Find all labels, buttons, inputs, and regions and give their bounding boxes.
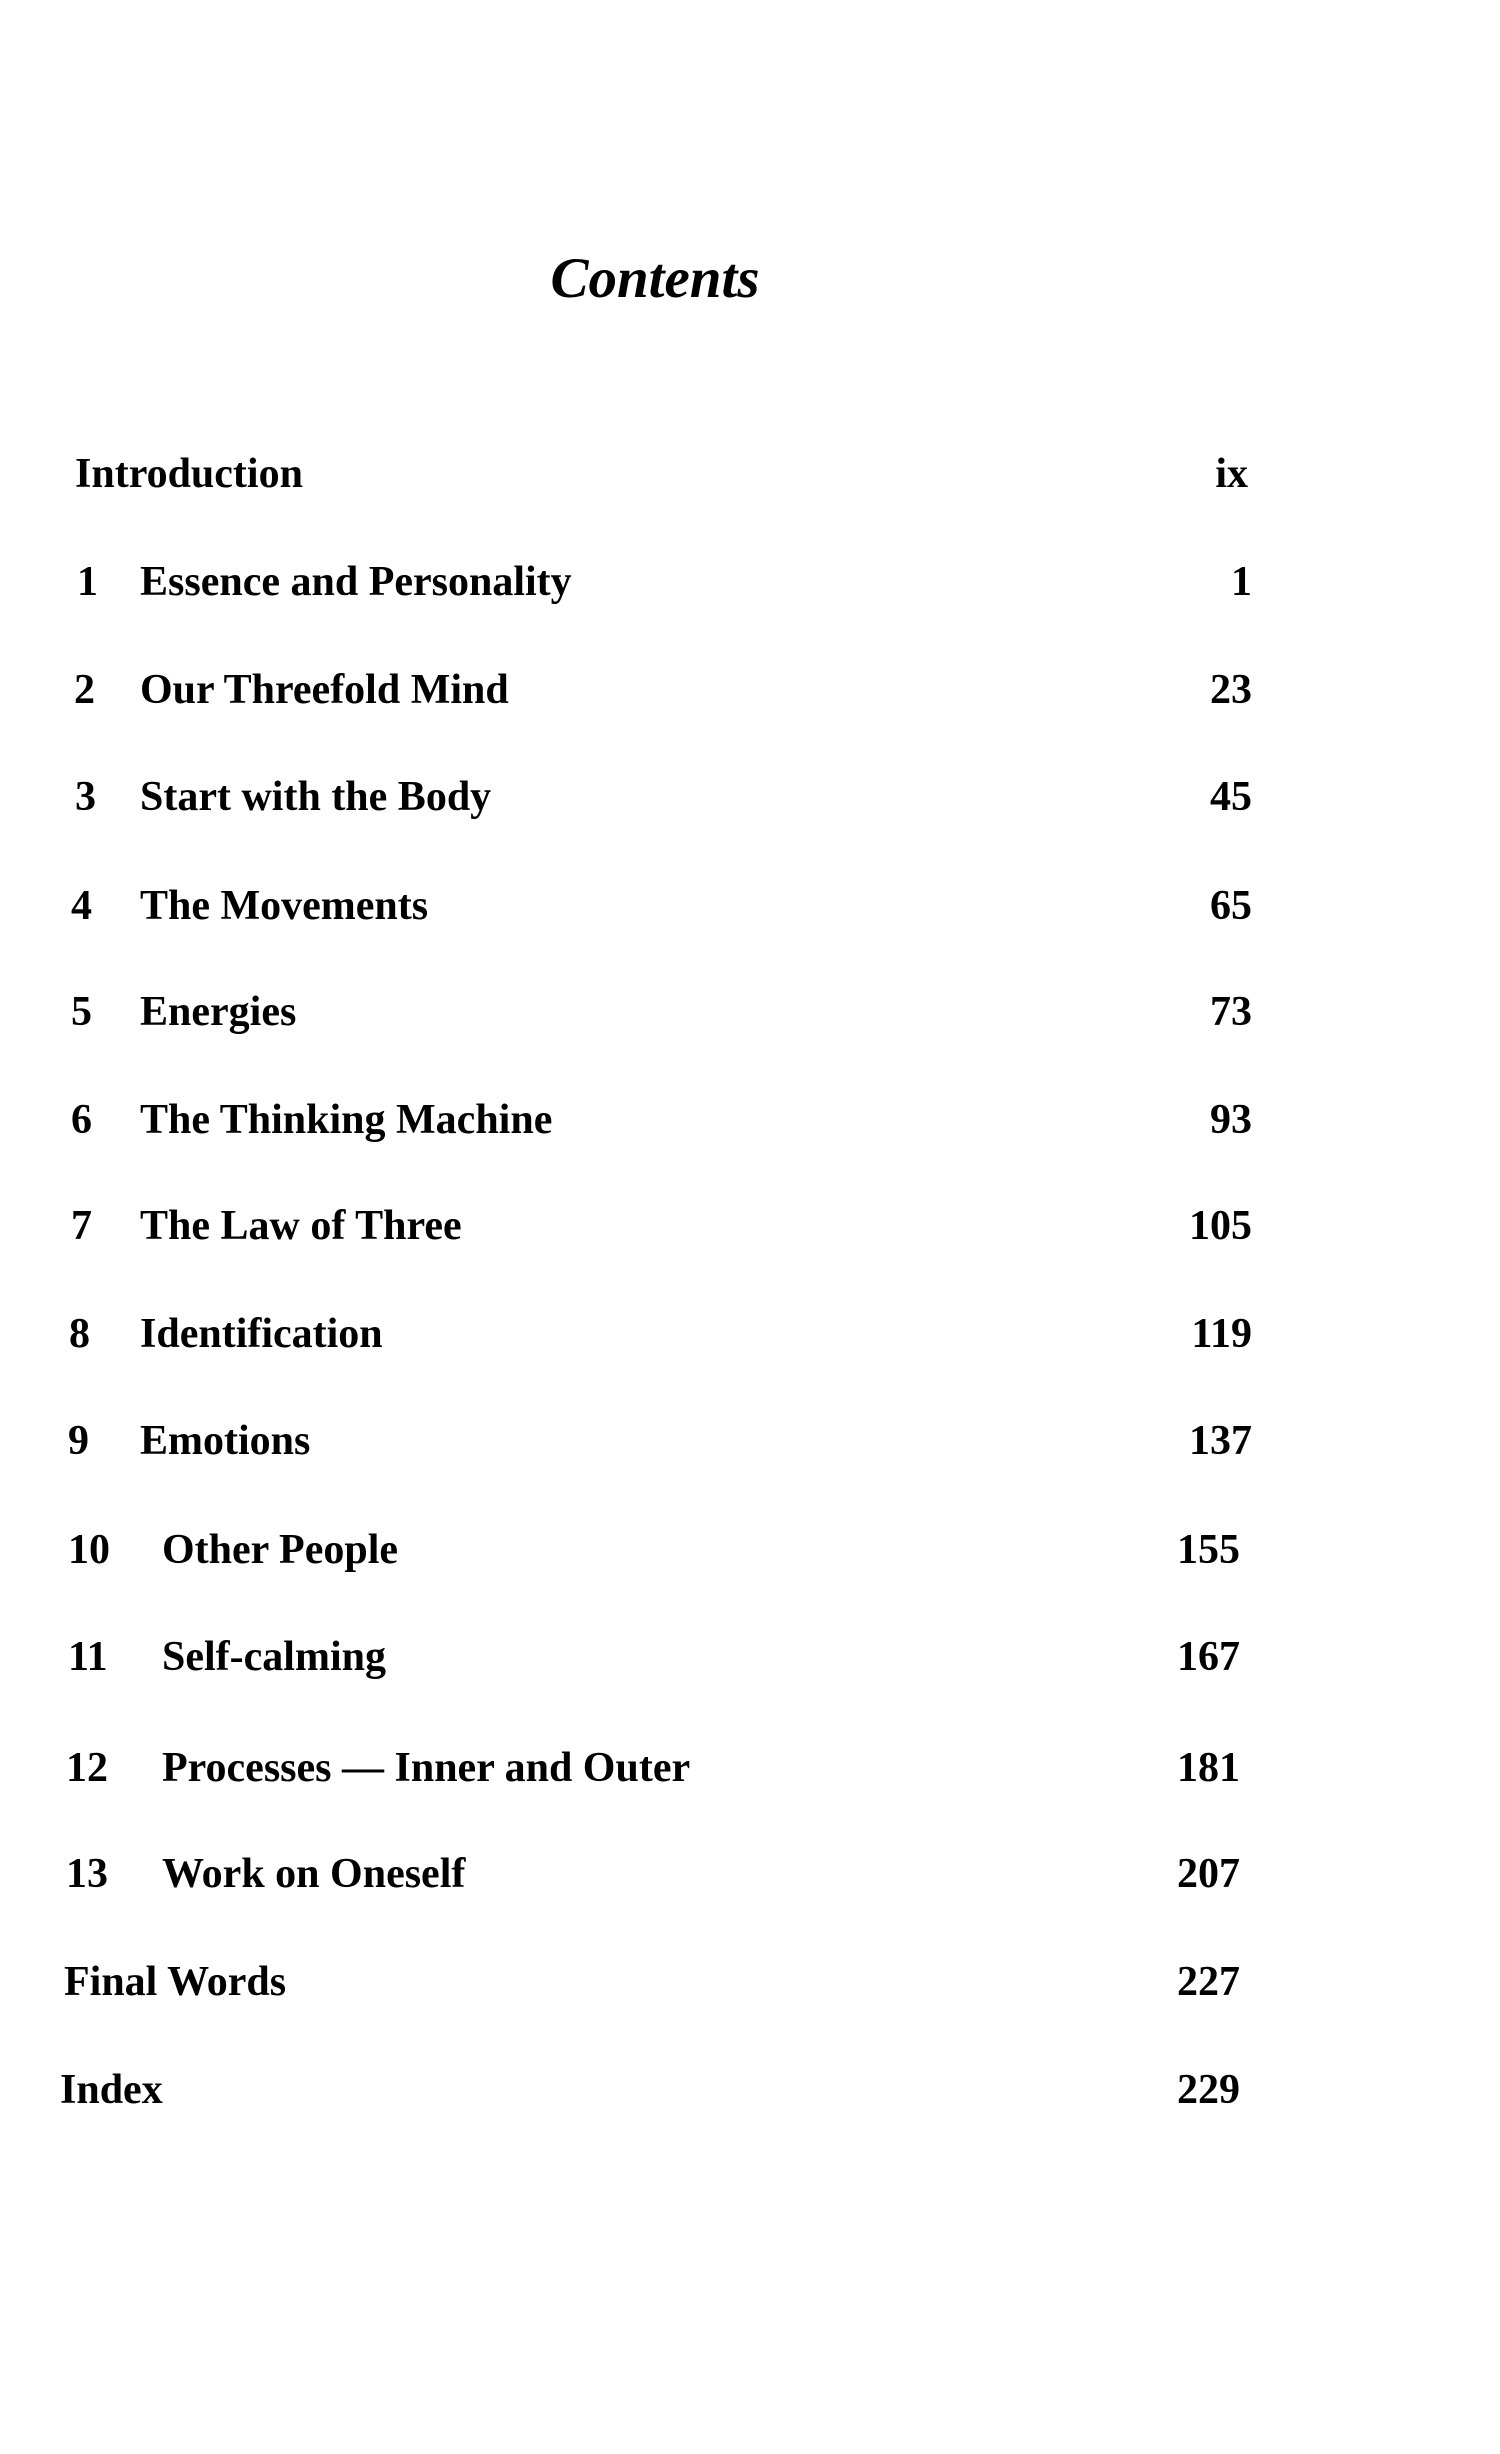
toc-entry-page: 227 <box>1177 1959 1240 2005</box>
toc-entry-chapter-9 <box>0 1411 1500 1471</box>
toc-entry-chapter-1 <box>0 552 1500 612</box>
toc-entry-title: Our Threefold Mind <box>140 667 509 713</box>
toc-entry-number: 2 <box>74 667 95 713</box>
toc-entry-page: ix <box>1215 451 1248 497</box>
toc-entry-page: 93 <box>1210 1097 1252 1143</box>
toc-entry-page: 167 <box>1177 1634 1240 1680</box>
toc-entry-chapter-7 <box>0 1196 1500 1256</box>
toc-entry-page: 181 <box>1177 1745 1240 1791</box>
toc-entry-title: Emotions <box>140 1418 311 1464</box>
toc-entry-page: 73 <box>1210 989 1252 1035</box>
toc-entry-number: 10 <box>68 1527 110 1573</box>
toc-entry-title: Energies <box>140 989 297 1035</box>
toc-entry-title: The Thinking Machine <box>140 1097 553 1143</box>
toc-entry-number: 9 <box>68 1418 89 1464</box>
toc-entry-page: 155 <box>1177 1527 1240 1573</box>
page-title: Contents <box>550 247 760 310</box>
toc-entry-page: 23 <box>1210 667 1252 713</box>
toc-entry-title: The Movements <box>140 883 429 929</box>
toc-entry-chapter-2 <box>0 660 1500 720</box>
toc-entry-title: Introduction <box>75 451 303 497</box>
toc-entry-title: Self-calming <box>162 1634 386 1680</box>
toc-entry-number: 3 <box>75 774 96 820</box>
toc-entry-title: Final Words <box>64 1959 287 2005</box>
toc-entry-page: 1 <box>1231 559 1252 605</box>
toc-entry-page: 119 <box>1191 1311 1252 1357</box>
toc-entry-introduction <box>0 444 1500 504</box>
toc-entry-index <box>0 2060 1500 2120</box>
toc-entry-chapter-10 <box>0 1520 1500 1580</box>
toc-entry-title: Start with the Body <box>140 774 492 820</box>
toc-entry-chapter-4 <box>0 876 1500 936</box>
toc-entry-number: 5 <box>71 989 92 1035</box>
toc-entry-title: Identification <box>140 1311 383 1357</box>
toc-entry-number: 12 <box>66 1745 108 1791</box>
toc-entry-number: 1 <box>77 559 98 605</box>
toc-entry-number: 13 <box>66 1851 108 1897</box>
toc-entry-title: Other People <box>162 1527 399 1573</box>
toc-entry-page: 105 <box>1189 1203 1252 1249</box>
toc-entry-title: Essence and Personality <box>140 559 572 605</box>
toc-entry-chapter-12 <box>0 1738 1500 1798</box>
toc-entry-title: Index <box>60 2067 163 2113</box>
toc-entry-number: 8 <box>69 1311 90 1357</box>
toc-entry-number: 11 <box>68 1634 108 1680</box>
toc-entry-number: 4 <box>71 883 92 929</box>
toc-entry-title: Work on Oneself <box>162 1851 466 1897</box>
toc-entry-title: The Law of Three <box>140 1203 462 1249</box>
toc-entry-chapter-6 <box>0 1090 1500 1150</box>
toc-entry-final-words <box>0 1952 1500 2012</box>
toc-entry-number: 7 <box>71 1203 92 1249</box>
toc-entry-page: 137 <box>1189 1418 1252 1464</box>
toc-entry-chapter-8 <box>0 1304 1500 1364</box>
toc-entry-page: 65 <box>1210 883 1252 929</box>
toc-entry-title: Processes — Inner and Outer <box>162 1745 691 1791</box>
toc-entry-page: 45 <box>1210 774 1252 820</box>
toc-entry-page: 207 <box>1177 1851 1240 1897</box>
toc-entry-chapter-13 <box>0 1844 1500 1904</box>
toc-entry-chapter-5 <box>0 982 1500 1042</box>
toc-entry-chapter-11 <box>0 1627 1500 1687</box>
toc-entry-chapter-3 <box>0 767 1500 827</box>
toc-entry-page: 229 <box>1177 2067 1240 2113</box>
toc-entry-number: 6 <box>71 1097 92 1143</box>
